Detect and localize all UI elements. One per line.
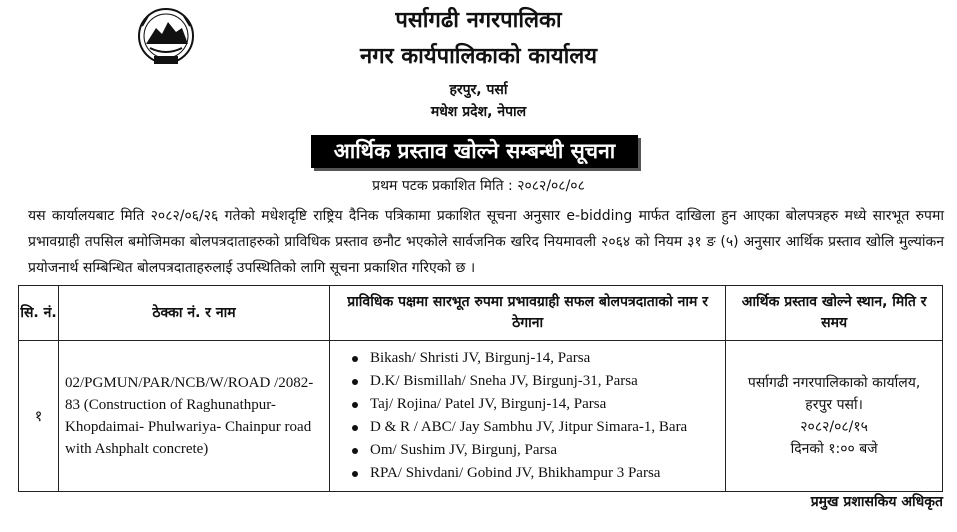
- bidder-item: [352, 439, 721, 462]
- bullet-icon: [352, 425, 358, 431]
- bullet-icon: [352, 356, 358, 362]
- header-place: आर्थिक प्रस्ताव खोल्ने स्थान, मिति र समय: [726, 286, 943, 341]
- table-row: [19, 341, 943, 492]
- row-sn: १: [19, 341, 59, 492]
- bullet-icon: [352, 402, 358, 408]
- row-contract: 02/PGMUN/PAR/NCB/W/ROAD /2082-83 (Construction of Raghunathpur- Khopdaimai- Phulwariya- Chainpur road with Ashphalt concrete): [59, 341, 330, 492]
- place-date: २०८२/०८/१५: [800, 419, 868, 435]
- header-contract: ठेक्का नं. र नाम: [59, 286, 330, 341]
- header-bidders: प्राविधिक पक्षमा सारभूत रुपमा प्रभावग्राही सफल बोलपत्रदाताको नाम र ठेगाना: [330, 286, 726, 341]
- row-bidders: [330, 341, 726, 492]
- row-place: [726, 341, 943, 492]
- bullet-icon: [352, 448, 358, 454]
- bidder-item: [352, 370, 721, 393]
- header-sn: सि. नं.: [19, 286, 59, 341]
- office-name: नगर कार्यपालिकाको कार्यालय: [360, 44, 597, 69]
- bullet-icon: [352, 471, 358, 477]
- bidders-table: [18, 285, 943, 492]
- bidder-name: D.K/ Bismillah/ Sneha JV, Birgunj-31, Parsa: [370, 373, 638, 389]
- bidder-name: Om/ Sushim JV, Birgunj, Parsa: [370, 442, 557, 458]
- org-name: पर्सागढी नगरपालिका: [395, 8, 562, 33]
- place-line-1: पर्सागढी नगरपालिकाको कार्यालय,: [747, 375, 921, 391]
- bullet-icon: [352, 379, 358, 385]
- signature-title: प्रमुख प्रशासकिय अधिकृत: [810, 494, 943, 510]
- bidder-name: Bikash/ Shristi JV, Birgunj-14, Parsa: [370, 350, 591, 366]
- table-header-row: [19, 286, 943, 341]
- published-date: प्रथम पटक प्रकाशित मिति : २०८२/०८/०८: [372, 178, 585, 194]
- bidder-item: [352, 462, 721, 485]
- place-line-2: हरपुर पर्सा।: [805, 397, 863, 413]
- bidder-name: Taj/ Rojina/ Patel JV, Birgunj-14, Parsa: [370, 396, 607, 412]
- bidder-name: RPA/ Shivdani/ Gobind JV, Bhikhampur 3 Parsa: [370, 465, 661, 481]
- address-line-1: हरपुर, पर्सा: [449, 82, 508, 98]
- notice-body: यस कार्यालयबाट मिति २०८२/०६/२६ गतेको मधेशदृष्टि राष्ट्रिय दैनिक पत्रिकामा प्रकाशित सूचना अनुसार e-bidding मार्फत दाखिला हुन आएका बोलपत्रहरु मध्ये सारभूत रुपमा प्रभावग्राही तपसिल बमोजिमका बोलपत्रदाताहरुको प्राविधिक प्रस्ताव छनौट भएकोले सार्वजनिक खरिद नियमावली २०६४ को नियम ३१ ङ (५) अनुसार आर्थिक प्रस्ताव खोलि मुल्यांकन प्रयोजनार्थ सम्बिन्धित बोलपत्रदाताहरुलाई उपस्थितिको लागि सूचना प्रकाशित गरिएको छ ।: [28, 208, 944, 276]
- notice-title: आर्थिक प्रस्ताव खोल्ने सम्बन्धी सूचना: [311, 135, 638, 168]
- bidder-item: [352, 416, 721, 439]
- place-time: दिनको १:०० बजे: [790, 441, 878, 457]
- bidder-name: D & R / ABC/ Jay Sambhu JV, Jitpur Simara-1, Bara: [370, 419, 688, 435]
- bidder-item: [352, 347, 721, 370]
- bidder-item: [352, 393, 721, 416]
- address-line-2: मधेश प्रदेश, नेपाल: [430, 104, 527, 120]
